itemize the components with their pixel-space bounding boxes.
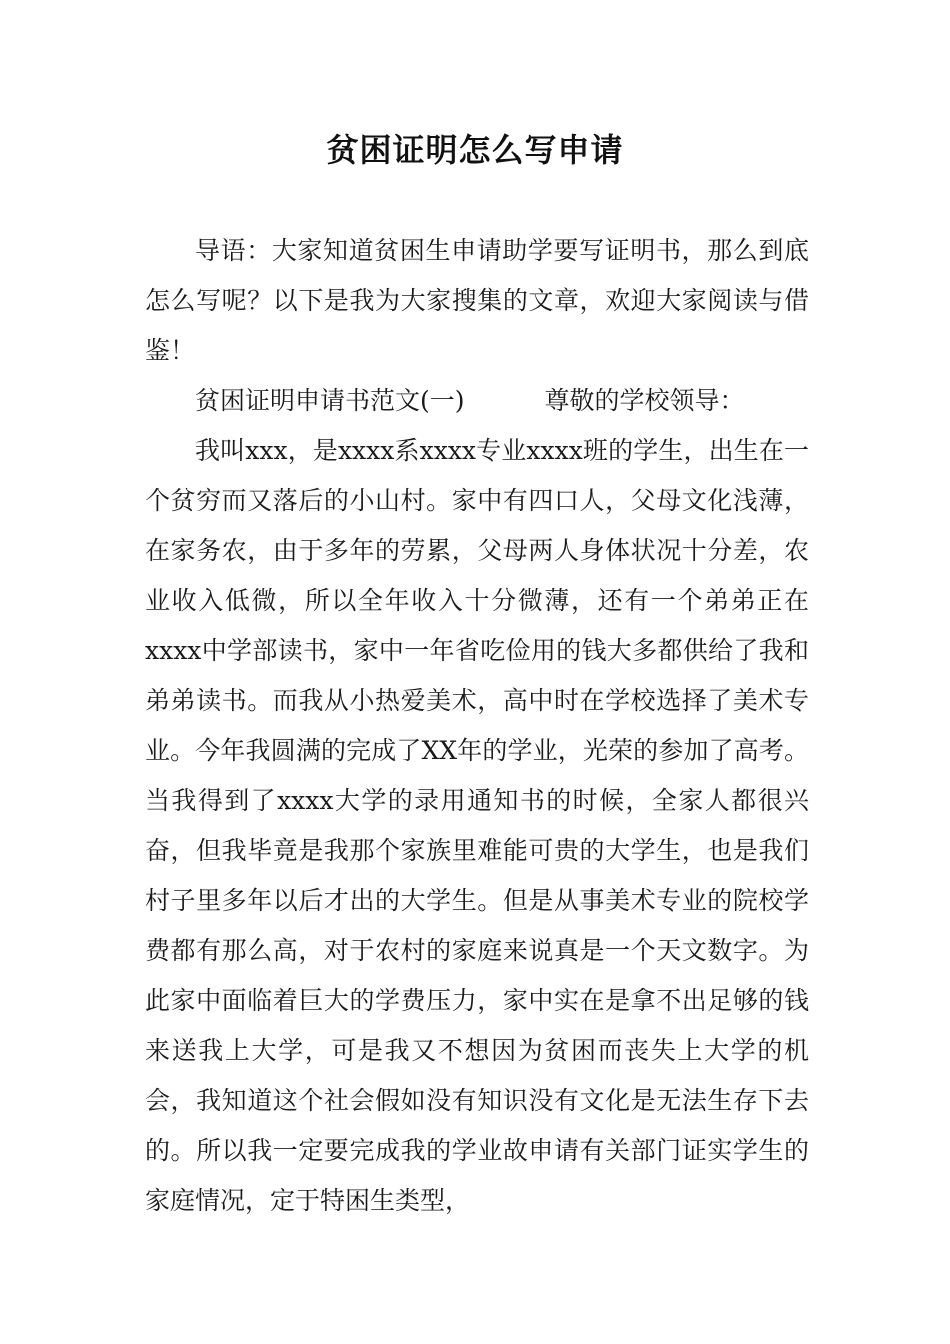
page-title: 贫困证明怎么写申请 (326, 131, 624, 169)
section-heading-line (145, 376, 809, 426)
salutation: 尊敬的学校领导： (544, 386, 745, 415)
intro-paragraph: 导语：大家知道贫困生申请助学要写证明书，那么到底怎么写呢？以下是我为大家搜集的文章，欢迎大家阅读与借鉴！ (145, 236, 809, 365)
body-paragraph: 我叫xxx，是xxxx系xxxx专业xxxx班的学生，出生在一个贫穷而又落后的小山村。家中有四口人，父母文化浅薄，在家务农，由于多年的劳累，父母两人身体状况十分差，农业收入低微，所以全年收入十分微薄，还有一个弟弟正在xxxx中学部读书，家中一年省吃俭用的钱大多都供给了我和弟弟读书。而我从小热爱美术，高中时在学校选择了美术专业。今年我圆满的完成了XX年的学业，光荣的参加了高考。当我得到了xxxx大学的录用通知书的时候，全家人都很兴奋，但我毕竟是我那个家族里难能可贵的大学生，也是我们村子里多年以后才出的大学生。但是从事美术专业的院校学费都有那么高，对于农村的家庭来说真是一个天文数字。为此家中面临着巨大的学费压力，家中实在是拿不出足够的钱来送我上大学，可是我又不想因为贫困而丧失上大学的机会，我知道这个社会假如没有知识没有文化是无法生存下去的。所以我一定要完成我的学业故申请有关部门证实学生的家庭情况，定于特困生类型， (145, 436, 809, 1215)
section-heading: 贫困证明申请书范文(一) (195, 386, 465, 415)
